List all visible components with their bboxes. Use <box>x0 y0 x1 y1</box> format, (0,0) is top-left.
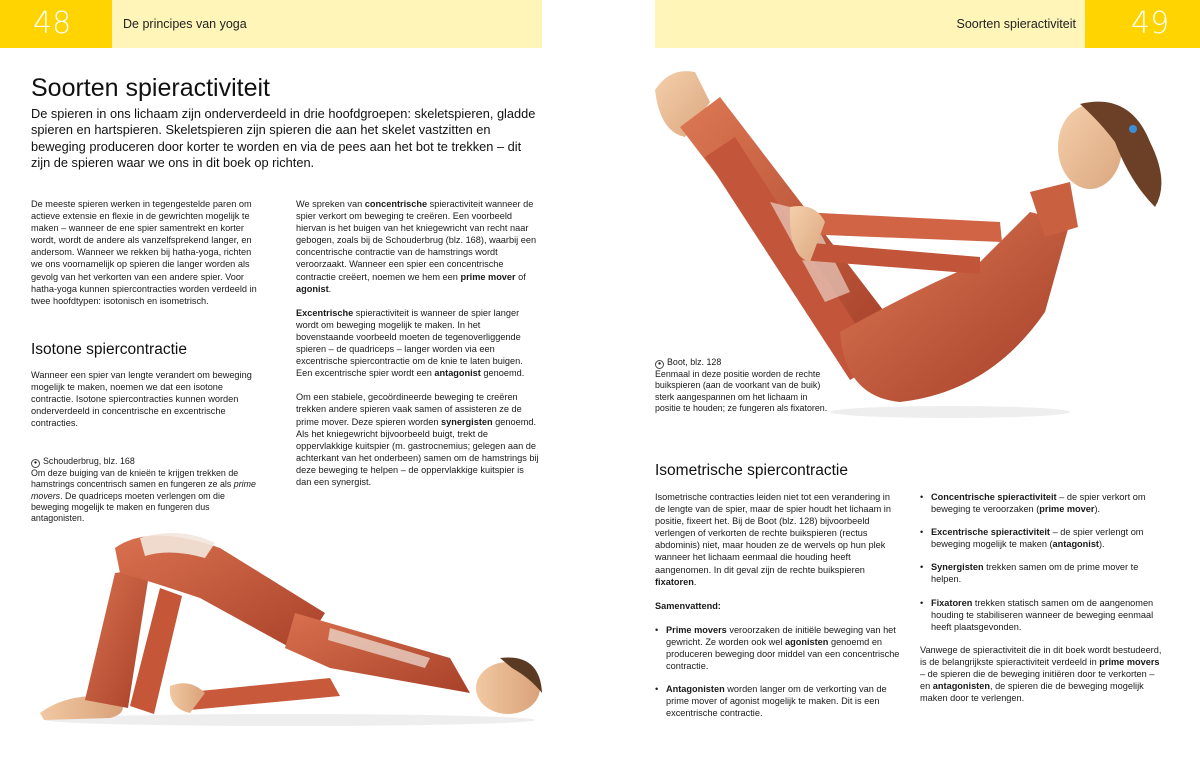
pose-reference-icon: ● <box>655 360 664 369</box>
term-antagonists: antagonisten <box>932 681 990 692</box>
term: Antagonisten <box>666 684 725 695</box>
term-inline: agonisten <box>785 636 829 647</box>
list-item <box>920 597 1165 633</box>
text: , de spieren die de beweging mogelijk maken door te verlengen. <box>920 681 1144 704</box>
term: Fixatoren <box>931 597 973 608</box>
term-fixators: fixatoren <box>655 576 694 587</box>
term-inline: antagonist <box>1052 539 1099 550</box>
intro-paragraph: De spieren in ons lichaam zijn onderverdeeld in drie hoofdgroepen: skeletspieren, gladde spieren en hartspieren. Skeletspieren zijn spieren die aan het skelet vastzitten en beweging produceren door korter te worden en via de pees aan het bot te trekken – dit zijn de spieren waar we ons in dit boek op richten. <box>31 106 536 170</box>
text: spieractiviteit wanneer de spier verkort om beweging te creëren. Een voorbeeld hiervan is het buigen van het kniegewricht van recht naar gebogen, zoals bij de Schouderbrug (blz. 168), waarbij een concentrische contractie van de hamstrings wordt veroorzaakt. Wanneer een spier een concentrische contractie creëert, noemen we hem een <box>296 199 537 282</box>
term-antagonist: antagonist <box>434 368 481 379</box>
term-prime-mover: prime mover <box>460 271 516 282</box>
bridge-pose-illustration <box>30 518 545 728</box>
text: genoemd en produceren beweging door middel van een concentrische contractie. <box>666 636 900 672</box>
summary-list-right <box>920 491 1165 633</box>
isometric-heading: Isometrische spiercontractie <box>655 462 848 479</box>
caption-text-a: Om deze buiging van de knieën te krijgen trekken de hamstrings concentrisch samen en fungeren ze als <box>31 468 239 490</box>
running-head-left: De principes van yoga <box>112 0 542 48</box>
list-item <box>655 683 900 719</box>
caption-italic: prime movers <box>31 479 256 501</box>
summary-heading: Samenvattend: <box>655 600 721 611</box>
isotone-paragraph: Wanneer een spier van lengte verandert om beweging mogelijk te maken, noemen we dat een isotone contractie. Isotone spiercontracties kunnen worden onderverdeeld in concentrische en excentrische contracties. <box>31 370 252 429</box>
caption-boot <box>655 357 835 414</box>
text: Isometrische contracties leiden niet tot een verandering in de lengte van de spier, maar de spier houdt het lichaam in positie, fixeert het. Bij de Boot (blz. 128) bijvoorbeeld verlengen of verkorten de rechte buikspieren (rectus abdominis) niet, maar houden ze de wervels op hun plek wanneer het lichaam eenmaal die houding heeft aangenomen. In dit geval zijn de rechte buikspieren <box>655 492 891 575</box>
text: ). <box>1094 504 1101 515</box>
right-column-2 <box>920 491 1165 704</box>
eccentric-paragraph <box>296 307 540 380</box>
text: genoemd. Als het kniegewricht bijvoorbeeld buigt, trekt de oppervlakkige kuitspier (m. gastrocnemius; gelegen aan de achterkant van het onderbeen) samen om de hamstrings bij deze beweging te helpen – de oppervlakkige kuitspier is dan een synergist. <box>296 416 539 487</box>
col1-paragraph: De meeste spieren werken in tegengestelde paren om actieve extensie en flexie in de gewrichten mogelijk te maken – wanneer de ene spier samentrekt en korter wordt, wordt de andere als vanzelfsprekend langer, en andersom. Wanneer we rekken bij hatha-yoga, richten we ons voornamelijk op spieren die langer worden als gevolg van het verkorten van een andere spier. Voor hatha-yoga kunnen spiercontracties worden verdeeld in twee hoofdtypen: isotonisch en isometrisch. <box>31 199 257 306</box>
running-head-right: Soorten spieractiviteit <box>655 0 1085 48</box>
term-concentric: concentrische <box>364 199 428 209</box>
left-column-1 <box>31 198 261 307</box>
text: Vanwege de spieractiviteit die in dit boek wordt bestudeerd, is de belangrijkste spieractiviteit verdeeld in <box>920 644 1162 667</box>
text: . <box>328 283 332 294</box>
summary-list-left <box>655 624 900 720</box>
pose-reference-icon: ● <box>31 459 40 468</box>
isotone-text-block <box>31 369 261 429</box>
text: – de spieren die de beweging initiëren door te verkorten – en <box>920 669 1155 692</box>
caption-ref: Boot, blz. 128 <box>667 357 722 367</box>
list-item <box>920 561 1165 585</box>
list-item <box>655 624 900 672</box>
term-inline: prime mover <box>1039 504 1095 515</box>
term-prime-movers: prime movers <box>1099 656 1160 667</box>
text: worden langer om de verkorting van de prime mover of agonist mogelijk te maken. Dit is een excentrische contractie. <box>666 684 887 719</box>
text: ). <box>1099 539 1105 550</box>
left-column-2 <box>296 198 540 488</box>
text: trekken samen om de prime mover te helpen. <box>931 562 1139 585</box>
text: spieractiviteit is wanneer de spier langer wordt om beweging mogelijk te maken. In het bovenstaande voorbeeld moeten de tegenoverliggende spieren – de quadriceps – langer worden via een excentrische spiercontractie om de knie te laten buigen. Een excentrische spier wordt een <box>296 307 523 379</box>
term: Concentrische spieractiviteit <box>931 492 1057 502</box>
term-eccentric: Excentrische <box>296 307 354 318</box>
text: of <box>518 271 526 282</box>
synergist-paragraph <box>296 391 540 488</box>
right-column-1 <box>655 491 900 731</box>
term: Prime movers <box>666 624 727 635</box>
text: We spreken van <box>296 199 363 209</box>
text: genoemd. <box>483 368 525 379</box>
text: . <box>693 576 697 587</box>
caption-schouderbrug <box>31 456 261 524</box>
term-agonist: agonist <box>296 283 329 294</box>
summary-label <box>655 600 900 612</box>
text: – de spier verkort om beweging te veroorzaken ( <box>931 492 1146 515</box>
text: Om een stabiele, gecoördineerde beweging te creëren trekken andere spieren vaak samen of assisteren ze de prime mover. Deze spieren worden <box>296 392 522 427</box>
concentric-paragraph <box>296 198 540 295</box>
page-number-right: 49 <box>1085 0 1200 48</box>
caption-ref: Schouderbrug, blz. 168 <box>43 456 135 466</box>
text: trekken statisch samen om de aangenomen houding te stabiliseren wanneer de beweging eenmaal heeft plaatsgevonden. <box>931 597 1154 632</box>
term-synergists: synergisten <box>441 416 493 427</box>
isometric-paragraph <box>655 491 900 588</box>
term: Synergisten <box>931 562 984 573</box>
caption-text-b: . De quadriceps moeten verlengen om die beweging mogelijk te maken en fungeren dus antagonisten. <box>31 490 225 524</box>
page-number-left: 48 <box>0 0 112 48</box>
closing-paragraph <box>920 644 1165 704</box>
caption-text: Eenmaal in deze positie worden de rechte buikspieren (aan de voorkant van de buik) sterk aangespannen om het lichaam in positie te houden; ze fungeren als fixatoren. <box>655 369 828 413</box>
text: – de spier verlengt om beweging mogelijk te maken ( <box>931 527 1144 550</box>
list-item <box>920 491 1165 515</box>
page-title: Soorten spieractiviteit <box>31 74 271 102</box>
text: veroorzaken de initiële beweging van het gewricht. Ze worden ook wel <box>666 624 896 647</box>
isotone-heading: Isotone spiercontractie <box>31 341 187 358</box>
list-item <box>920 526 1165 550</box>
term: Excentrische spieractiviteit <box>931 527 1050 538</box>
